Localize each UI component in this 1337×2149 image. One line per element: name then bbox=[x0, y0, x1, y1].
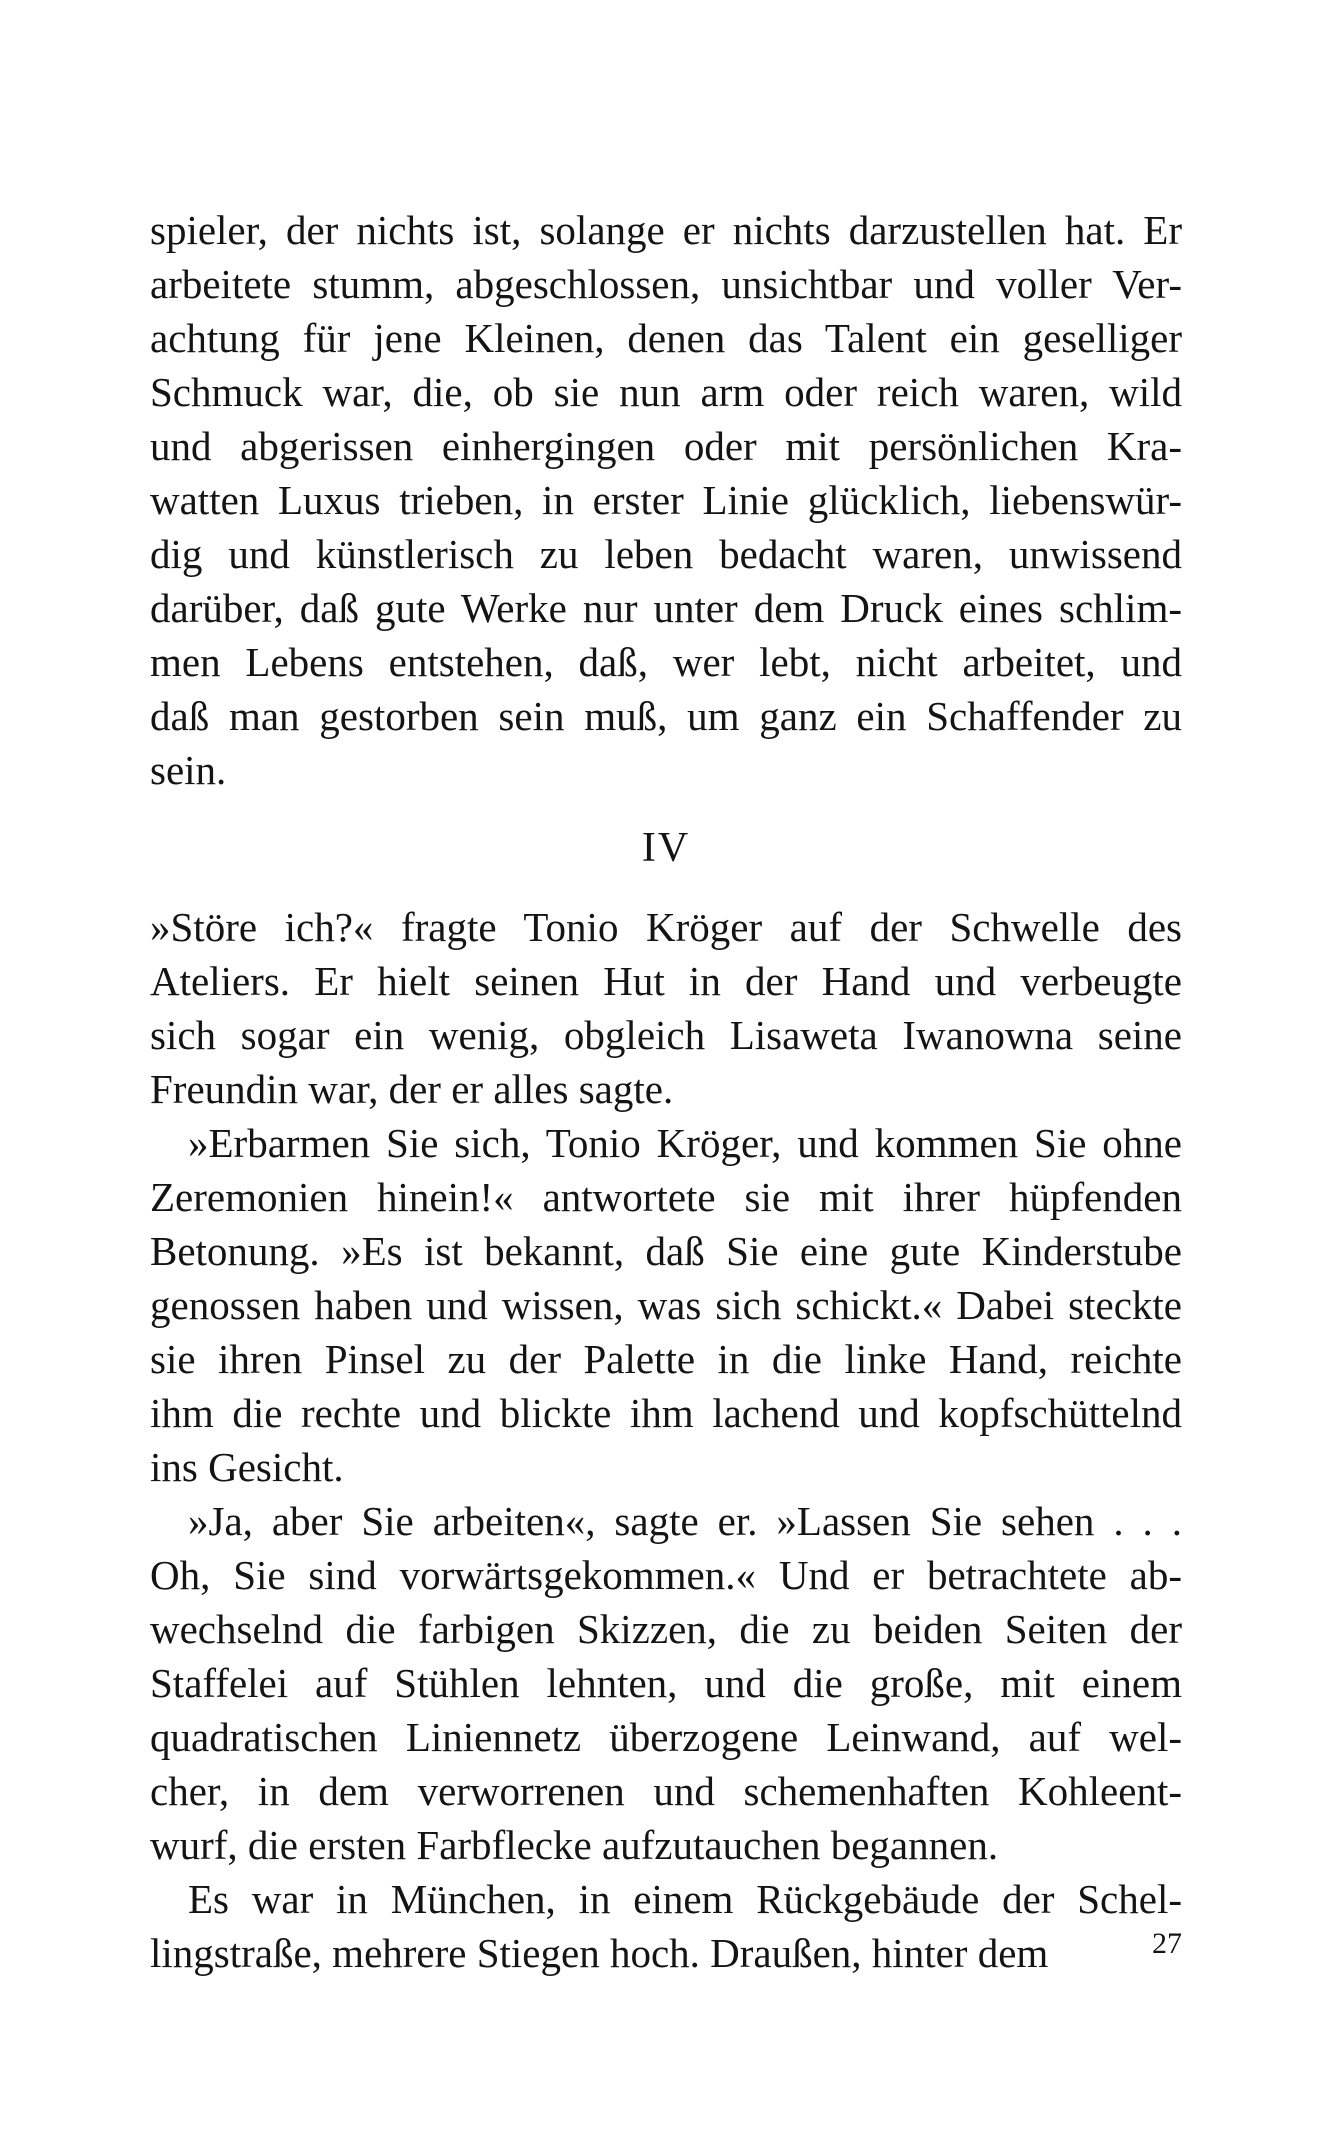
page-number: 27 bbox=[1152, 1927, 1182, 1960]
text-line: Schmuck war, die, ob sie nun arm oder reich waren, wild bbox=[150, 369, 1182, 415]
text-line: achtung für jene Kleinen, denen das Talent ein geselliger bbox=[150, 315, 1182, 361]
text-line: wechselnd die farbigen Skizzen, die zu beiden Seiten der bbox=[150, 1606, 1182, 1652]
text-line: Zeremonien hinein!« antwortete sie mit ihrer hüpfenden bbox=[150, 1174, 1182, 1220]
text-line: sein. bbox=[150, 747, 227, 793]
text-line: und abgerissen einhergingen oder mit persönlichen Kra- bbox=[150, 423, 1182, 469]
text-line: daß man gestorben sein muß, um ganz ein Schaffender zu bbox=[150, 693, 1182, 739]
text-line: ins Gesicht. bbox=[150, 1444, 344, 1490]
text-line: Betonung. »Es ist bekannt, daß Sie eine gute Kinderstube bbox=[150, 1228, 1182, 1274]
text-line: quadratischen Liniennetz überzogene Leinwand, auf wel- bbox=[150, 1714, 1182, 1760]
text-line: Freundin war, der er alles sagte. bbox=[150, 1066, 674, 1112]
text-line: Ateliers. Er hielt seinen Hut in der Hand und verbeugte bbox=[150, 958, 1182, 1004]
text-line: genossen haben und wissen, was sich schickt.« Dabei steckte bbox=[150, 1282, 1182, 1328]
section-heading: IV bbox=[641, 825, 691, 871]
text-line: Staffelei auf Stühlen lehnten, und die große, mit einem bbox=[150, 1660, 1182, 1706]
text-line: »Ja, aber Sie arbeiten«, sagte er. »Lassen Sie sehen . . . bbox=[188, 1498, 1182, 1544]
text-line: darüber, daß gute Werke nur unter dem Druck eines schlim- bbox=[150, 585, 1182, 631]
text-line: »Störe ich?« fragte Tonio Kröger auf der Schwelle des bbox=[150, 904, 1182, 950]
text-line: sie ihren Pinsel zu der Palette in die linke Hand, reichte bbox=[150, 1336, 1182, 1382]
text-line: spieler, der nichts ist, solange er nichts darzustellen hat. Er bbox=[150, 207, 1182, 253]
text-after-heading bbox=[150, 900, 1182, 1980]
text-line: »Erbarmen Sie sich, Tonio Kröger, und kommen Sie ohne bbox=[188, 1120, 1182, 1166]
text-line: men Lebens entstehen, daß, wer lebt, nicht arbeitet, und bbox=[150, 639, 1182, 685]
text-line: watten Luxus trieben, in erster Linie glücklich, liebenswür- bbox=[150, 477, 1182, 523]
text-line: dig und künstlerisch zu leben bedacht waren, unwissend bbox=[150, 531, 1182, 577]
text-line: wurf, die ersten Farbflecke aufzutauchen begannen. bbox=[150, 1822, 999, 1868]
text-line: ihm die rechte und blickte ihm lachend und kopfschüttelnd bbox=[150, 1390, 1182, 1436]
text-line: cher, in dem verworrenen und schemenhaften Kohleent- bbox=[150, 1768, 1182, 1814]
text-before-heading bbox=[150, 203, 1182, 797]
text-line: sich sogar ein wenig, obgleich Lisaweta Iwanowna seine bbox=[150, 1012, 1182, 1058]
text-line: arbeitete stumm, abgeschlossen, unsichtbar und voller Ver- bbox=[150, 261, 1182, 307]
text-line: lingstraße, mehrere Stiegen hoch. Draußen, hinter dem bbox=[150, 1930, 1049, 1976]
text-line: Oh, Sie sind vorwärtsgekommen.« Und er betrachtete ab- bbox=[150, 1552, 1182, 1598]
text-line: Es war in München, in einem Rückgebäude der Schel- bbox=[188, 1876, 1182, 1922]
